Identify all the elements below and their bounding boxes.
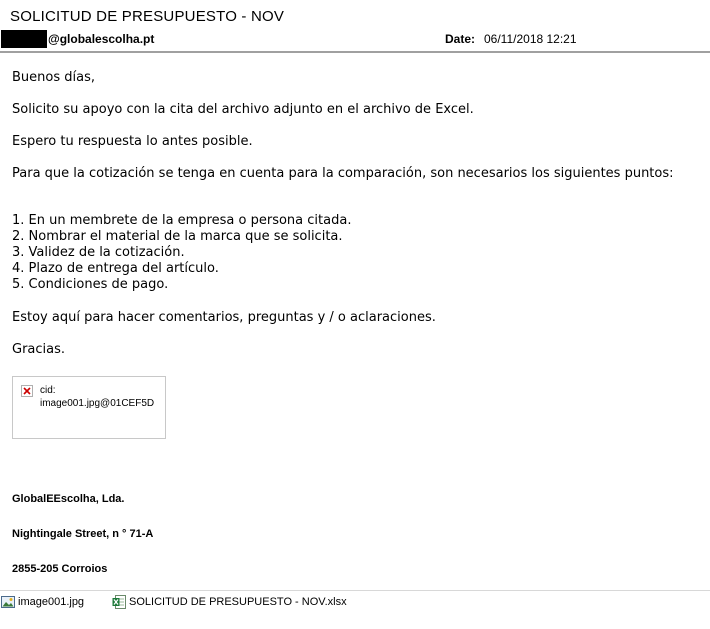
sender-address[interactable]: @globalescolha.pt [48,32,155,46]
image-alt-line2: image001.jpg@01CEF5D [40,398,155,409]
image-alt-text [40,384,162,410]
signature-street: Nightingale Street, n ° 71-A [12,528,154,540]
attachment-name: image001.jpg [18,596,85,608]
broken-image-icon [21,385,33,397]
list-item: 1. En un membrete de la empresa o persona citada. [12,213,352,228]
attachment-xlsx[interactable] [112,594,347,610]
excel-file-icon [112,595,126,609]
signature-city: 2855-205 Corroios [12,563,108,575]
attachments-bar [0,590,710,629]
email-header [0,0,710,52]
list-item: 4. Plazo de entrega del artículo. [12,261,219,276]
list-item: 2. Nombrar el material de la marca que se solicita. [12,229,343,244]
attachment-image001[interactable] [1,594,84,610]
date-value: 06/11/2018 12:21 [484,32,577,46]
redacted-sender-name [1,30,47,48]
image-alt-line1: cid: [40,385,56,396]
image-file-icon [1,595,15,609]
paragraph-requirements: Para que la cotización se tenga en cuenta para la comparación, son necesarios los siguientes puntos: [12,166,674,181]
requirements-list [12,213,351,293]
header-divider [0,51,710,53]
attachment-name: SOLICITUD DE PRESUPUESTO - NOV.xlsx [129,596,347,608]
paragraph-request: Solicito su apoyo con la cita del archivo adjunto en el archivo de Excel. [12,102,474,117]
paragraph-availability: Estoy aquí para hacer comentarios, preguntas y / o aclaraciones. [12,310,436,325]
paragraph-await-response: Espero tu respuesta lo antes posible. [12,134,253,149]
closing-thanks: Gracias. [12,342,66,357]
list-item: 3. Validez de la cotización. [12,245,185,260]
signature-company: GlobalEEscolha, Lda. [12,493,125,505]
email-subject: SOLICITUD DE PRESUPUESTO - NOV [10,8,285,25]
list-item: 5. Condiciones de pago. [12,277,169,292]
greeting: Buenos días, [12,70,95,85]
broken-image-placeholder[interactable] [12,376,166,439]
date-label: Date: [445,32,476,46]
